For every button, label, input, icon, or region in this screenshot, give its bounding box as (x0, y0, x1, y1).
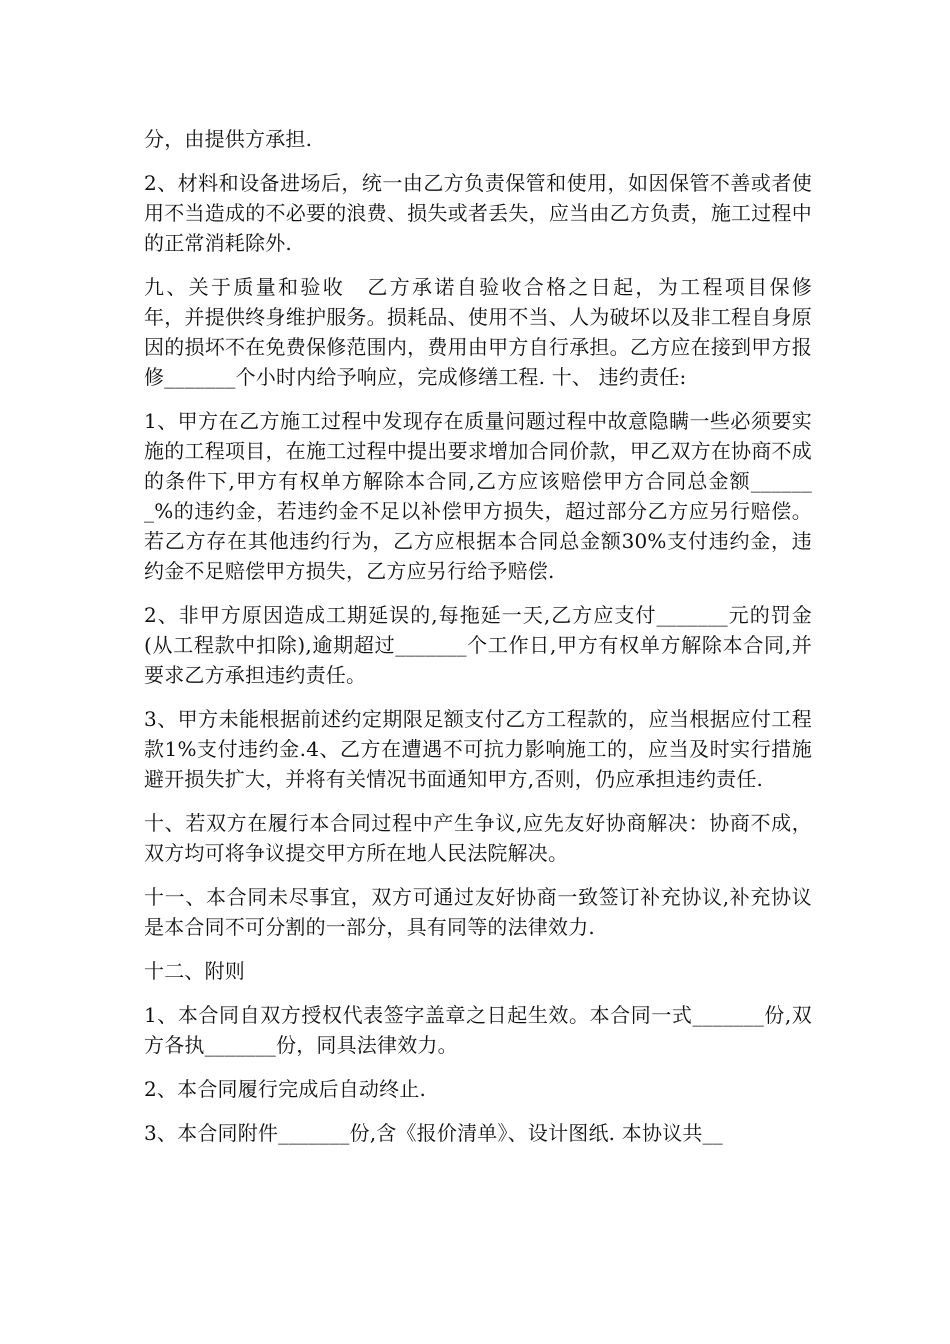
paragraph-breach-party-a: 1、甲方在乙方施工过程中发现存在质量问题过程中故意隐瞒一些必须要实施的工程项目，在施工过程中提出要求增加合同价款，甲乙双方在协商不成的条件下,甲方有权单方解除本合同,乙方应该赔偿甲方合同总金额_______%的违约金，若违约金不足以补偿甲方损失，超过部分乙方应另行赔偿。若乙方存在其他违约行为，乙方应根据本合同总金额30%支付违约金，违约金不足赔偿甲方损失，乙方应另行给予赔偿. (144, 409, 812, 583)
section-heading-appendix: 十二、附则 (144, 959, 245, 983)
paragraph-effective-date: 1、本合同自双方授权代表签字盖章之日起生效。本合同一式_______份,双方各执_______份，同具法律效力。 (144, 1003, 812, 1057)
document-body (144, 124, 853, 1162)
paragraph-attachments: 3、本合同附件_______份,含《报价清单》、设计图纸. 本协议共__ (144, 1121, 723, 1145)
paragraph-materials-custody: 2、材料和设备进场后，统一由乙方负责保管和使用，如因保管不善或者使用不当造成的不必要的浪费、损失或者丢失，应当由乙方负责，施工过程中的正常消耗除外. (144, 171, 812, 255)
paragraph-termination: 2、本合同履行完成后自动终止. (144, 1077, 427, 1101)
paragraph-quality-acceptance: 九、关于质量和验收 乙方承诺自验收合格之日起，为工程项目保修 年，并提供终身维护服务。损耗品、使用不当、人为破坏以及非工程自身原因的损坏不在免费保修范围内，费用由甲方自行承担。乙方应在接到甲方报修_______个小时内给予响应，完成修缮工程. 十、 违约责任: (144, 275, 853, 389)
paragraph-supplementary-agreement: 十一、本合同未尽事宜，双方可通过友好协商一致签订补充协议,补充协议是本合同不可分割的一部分，具有同等的法律效力. (144, 885, 812, 939)
paragraph-payment-default: 3、甲方未能根据前述约定期限足额支付乙方工程款的，应当根据应付工程款1%支付违约金.4、乙方在遭遇不可抗力影响施工的，应当及时实行措施避开损失扩大，并将有关情况书面通知甲方,否则，仍应承担违约责任. (144, 707, 812, 791)
paragraph-delay-penalty: 2、非甲方原因造成工期延误的,每拖延一天,乙方应支付_______元的罚金(从工程款中扣除),逾期超过_______个工作日,甲方有权单方解除本合同,并要求乙方承担违约责任。 (144, 603, 812, 687)
paragraph-dispute-resolution: 十、若双方在履行本合同过程中产生争议,应先友好协商解决：协商不成，双方均可将争议提交甲方所在地人民法院解决。 (144, 811, 812, 865)
paragraph-cost-bearing: 分，由提供方承担. (144, 127, 313, 151)
